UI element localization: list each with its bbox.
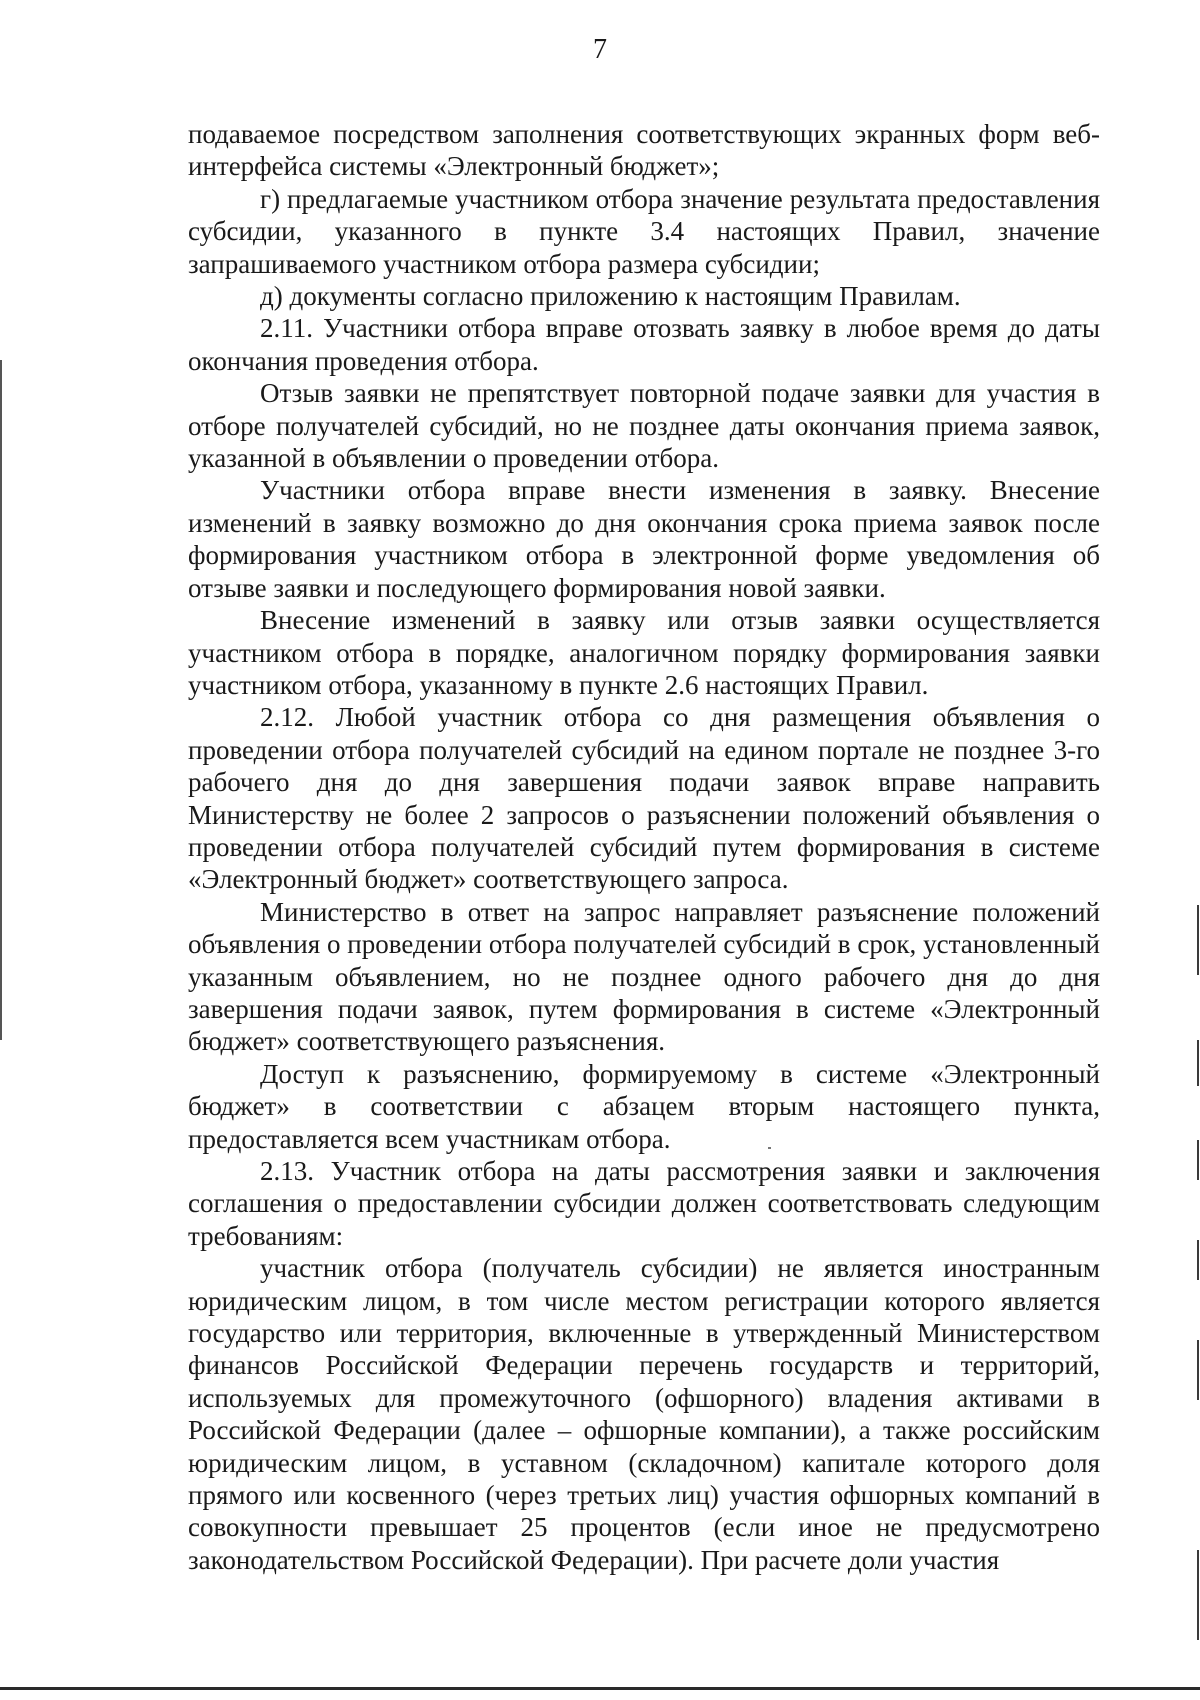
- paragraph: Участники отбора вправе внести изменения в заявку. Внесение изменений в заявку возможно до дня окончания срока приема заявок после формирования участником отбора в электронной форме уведомления об отзыве заявки и последующего формирования новой заявки.: [188, 475, 1100, 603]
- scan-speck: [768, 1147, 771, 1149]
- scan-mark: [1197, 1240, 1199, 1280]
- scan-mark: [1197, 1550, 1199, 1640]
- document-body: [188, 118, 1100, 1576]
- scan-mark: [1197, 1340, 1199, 1400]
- paragraph: д) документы согласно приложению к настоящим Правилам.: [260, 281, 961, 312]
- paragraph: подаваемое посредством заполнения соответствующих экранных форм веб-интерфейса системы «Электронный бюджет»;: [188, 119, 1100, 182]
- paragraph: 2.12. Любой участник отбора со дня размещения объявления о проведении отбора получателей субсидий на едином портале не позднее 3-го рабочего дня до дня завершения подачи заявок вправе направить Министерству не более 2 запросов о разъяснении положений объявления о проведении отбора получателей субсидий путем формирования в системе «Электронный бюджет» соответствующего запроса.: [188, 702, 1100, 895]
- paragraph: 2.11. Участники отбора вправе отозвать заявку в любое время до даты окончания проведения отбора.: [188, 313, 1100, 376]
- paragraph: г) предлагаемые участником отбора значение результата предоставления субсидии, указанного в пункте 3.4 настоящих Правил, значение запрашиваемого участником отбора размера субсидии;: [188, 183, 1100, 279]
- paragraph: Отзыв заявки не препятствует повторной подаче заявки для участия в отборе получателей субсидий, но не позднее даты окончания приема заявок, указанной в объявлении о проведении отбора.: [188, 378, 1100, 474]
- paragraph: Внесение изменений в заявку или отзыв заявки осуществляется участником отбора в порядке, аналогичном порядку формирования заявки участником отбора, указанному в пункте 2.6 настоящих Правил.: [188, 605, 1100, 700]
- scan-mark: [1197, 905, 1199, 975]
- paragraph: Доступ к разъяснению, формируемому в системе «Электронный бюджет» в соответствии с абзацем вторым настоящего пункта, предоставляется всем участникам отбора.: [188, 1058, 1100, 1154]
- scan-mark: [1197, 1140, 1199, 1180]
- page-number: 7: [593, 34, 607, 65]
- paragraph: Министерство в ответ на запрос направляет разъяснение положений объявления о проведении отбора получателей субсидий в срок, установленный указанным объявлением, но не позднее одного рабочего дня до дня завершения подачи заявок, путем формирования в системе «Электронный бюджет» соответствующего разъяснения.: [188, 896, 1100, 1057]
- scan-edge-bottom: [0, 1687, 1200, 1690]
- scan-mark: [1197, 1040, 1199, 1086]
- scan-edge-left: [0, 360, 2, 1040]
- paragraph: участник отбора (получатель субсидии) не является иностранным юридическим лицом, в том числе местом регистрации которого является государство или территория, включенные в утвержденный Министерством финансов Российской Федерации перечень государств и территорий, используемых для промежуточного (офшорного) владения активами в Российской Федерации (далее – офшорные компании), а также российским юридическим лицом, в уставном (складочном) капитале которого доля прямого или косвенного (через третьих лиц) участия офшорных компаний в совокупности превышает 25 процентов (если иное не предусмотрено законодательством Российской Федерации). При расчете доли участия: [188, 1253, 1100, 1575]
- paragraph: 2.13. Участник отбора на даты рассмотрения заявки и заключения соглашения о предоставлении субсидии должен соответствовать следующим требованиям:: [188, 1156, 1100, 1251]
